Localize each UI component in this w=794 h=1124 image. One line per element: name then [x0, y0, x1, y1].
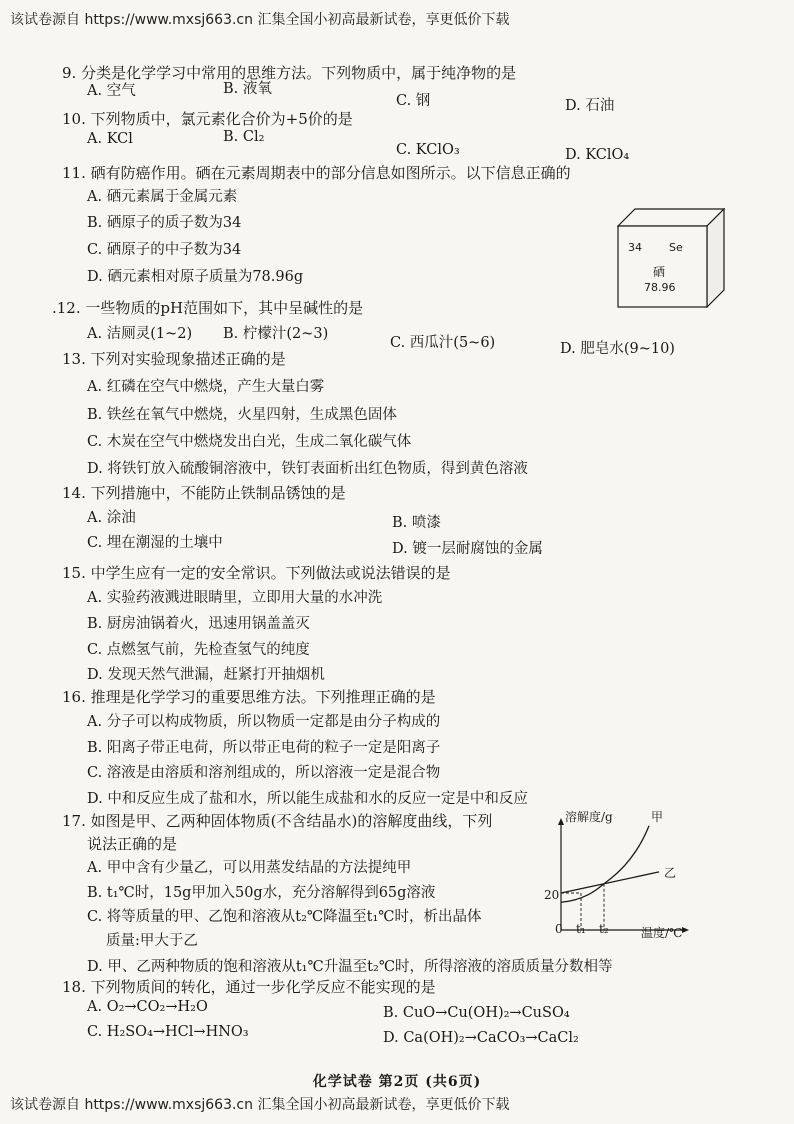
- q15-option-d: D. 发现天然气泄漏，赶紧打开抽烟机: [87, 667, 325, 683]
- q12-stem: .12. 一些物质的pH范围如下，其中呈碱性的是: [52, 299, 364, 317]
- q18-option-a: A. O₂→CO₂→H₂O: [87, 999, 208, 1015]
- q15-option-c: C. 点燃氢气前，先检查氢气的纯度: [87, 642, 310, 658]
- series-jia-label: 甲: [651, 810, 664, 824]
- q10-option-d: D. KClO₄: [565, 147, 630, 163]
- q9-option-d: D. 石油: [565, 98, 615, 114]
- y-axis-arrow: [558, 818, 564, 825]
- q11-stem: 11. 硒有防癌作用。硒在元素周期表中的部分信息如图所示。以下信息正确的: [62, 164, 571, 182]
- q13-stem: 13. 下列对实验现象描述正确的是: [62, 350, 286, 368]
- source-banner-top: 该试卷源自 https://www.mxsj663.cn 汇集全国小初高最新试卷，享更低价下载: [10, 12, 510, 28]
- q10-stem: 10. 下列物质中，氯元素化合价为+5价的是: [62, 110, 353, 128]
- q15-option-b: B. 厨房油锅着火，迅速用锅盖盖灭: [87, 616, 310, 632]
- q16-option-c: C. 溶液是由溶质和溶剂组成的，所以溶液一定是混合物: [87, 765, 441, 781]
- chart-xlabel: 温度/℃: [641, 926, 683, 940]
- q17-stem-cont: 说法正确的是: [87, 835, 178, 853]
- atomic-number: 34: [628, 241, 642, 254]
- q12-option-c: C. 西瓜汁(5~6): [390, 335, 496, 351]
- q13-option-a: A. 红磷在空气中燃烧，产生大量白雾: [87, 379, 325, 395]
- q9-option-c: C. 钢: [396, 93, 431, 109]
- q13-option-b: B. 铁丝在氧气中燃烧，火星四射，生成黑色固体: [87, 407, 397, 423]
- q17-option-c-cont: 质量:甲大于乙: [106, 933, 198, 949]
- q17-option-a: A. 甲中含有少量乙，可以用蒸发结晶的方法提纯甲: [87, 860, 412, 876]
- q10-option-c: C. KClO₃: [396, 142, 460, 158]
- atomic-mass: 78.96: [644, 281, 676, 294]
- q9-stem: 9. 分类是化学学习中常用的思维方法。下列物质中，属于纯净物的是: [62, 64, 517, 82]
- q16-option-d: D. 中和反应生成了盐和水，所以能生成盐和水的反应一定是中和反应: [87, 791, 528, 807]
- source-banner-bottom: 该试卷源自 https://www.mxsj663.cn 汇集全国小初高最新试卷，享更低价下载: [10, 1097, 510, 1113]
- x-tick-t1: t₁: [576, 922, 586, 936]
- q17-option-d: D. 甲、乙两种物质的饱和溶液从t₁℃升温至t₂℃时，所得溶液的溶质质量分数相等: [87, 959, 613, 975]
- q14-option-c: C. 埋在潮湿的土壤中: [87, 535, 223, 551]
- series-yi-label: 乙: [664, 866, 677, 880]
- q10-option-a: A. KCl: [87, 131, 133, 147]
- y-tick-20: 20: [544, 888, 560, 902]
- q12-option-b: B. 柠檬汁(2~3): [223, 326, 329, 342]
- element-name: 硒: [653, 265, 666, 279]
- q9-option-a: A. 空气: [87, 83, 136, 99]
- q17-stem: 17. 如图是甲、乙两种固体物质(不含结晶水)的溶解度曲线，下列: [62, 812, 493, 830]
- q13-option-d: D. 将铁钉放入硫酸铜溶液中，铁钉表面析出红色物质，得到黄色溶液: [87, 461, 528, 477]
- q11-option-a: A. 硒元素属于金属元素: [87, 189, 238, 205]
- q15-stem: 15. 中学生应有一定的安全常识。下列做法或说法错误的是: [62, 564, 451, 582]
- chart-ylabel: 溶解度/g: [565, 810, 613, 824]
- q11-option-b: B. 硒原子的质子数为34: [87, 215, 242, 231]
- q16-option-b: B. 阳离子带正电荷，所以带正电荷的粒子一定是阳离子: [87, 740, 441, 756]
- q17-option-c: C. 将等质量的甲、乙饱和溶液从t₂℃降温至t₁℃时，析出晶体: [87, 909, 482, 925]
- q16-option-a: A. 分子可以构成物质，所以物质一定都是由分子构成的: [87, 714, 441, 730]
- q9-option-b: B. 液氧: [223, 81, 272, 97]
- solubility-chart: [543, 812, 693, 940]
- q14-option-d: D. 镀一层耐腐蚀的金属: [392, 541, 543, 557]
- q13-option-c: C. 木炭在空气中燃烧发出白光，生成二氧化碳气体: [87, 434, 412, 450]
- x-tick-t2: t₂: [599, 922, 609, 936]
- series-yi-curve: [561, 872, 659, 893]
- q16-stem: 16. 推理是化学学习的重要思维方法。下列推理正确的是: [62, 688, 436, 706]
- q12-option-d: D. 肥皂水(9~10): [560, 341, 675, 357]
- element-symbol: Se: [669, 241, 683, 254]
- x-axis-arrow: [682, 927, 689, 933]
- q18-option-d: D. Ca(OH)₂→CaCO₃→CaCl₂: [383, 1030, 579, 1046]
- q17-option-b: B. t₁℃时，15g甲加入50g水，充分溶解得到65g溶液: [87, 885, 436, 901]
- page-footer: 化学试卷 第2页 (共6页): [312, 1074, 482, 1090]
- q11-option-d: D. 硒元素相对原子质量为78.96g: [87, 269, 304, 285]
- q18-option-c: C. H₂SO₄→HCl→HNO₃: [87, 1024, 249, 1040]
- q14-option-b: B. 喷漆: [392, 515, 441, 531]
- q15-option-a: A. 实验药液溅进眼睛里，立即用大量的水冲洗: [87, 590, 383, 606]
- q18-option-b: B. CuO→Cu(OH)₂→CuSO₄: [383, 1005, 570, 1021]
- q11-option-c: C. 硒原子的中子数为34: [87, 242, 242, 258]
- selenium-element-tile: [617, 208, 725, 308]
- x-tick-0: 0: [555, 922, 563, 936]
- q12-option-a: A. 洁厕灵(1~2): [87, 326, 193, 342]
- q10-option-b: B. Cl₂: [223, 129, 265, 145]
- q18-stem: 18. 下列物质间的转化，通过一步化学反应不能实现的是: [62, 978, 436, 996]
- q14-stem: 14. 下列措施中，不能防止铁制品锈蚀的是: [62, 484, 346, 502]
- q14-option-a: A. 涂油: [87, 510, 136, 526]
